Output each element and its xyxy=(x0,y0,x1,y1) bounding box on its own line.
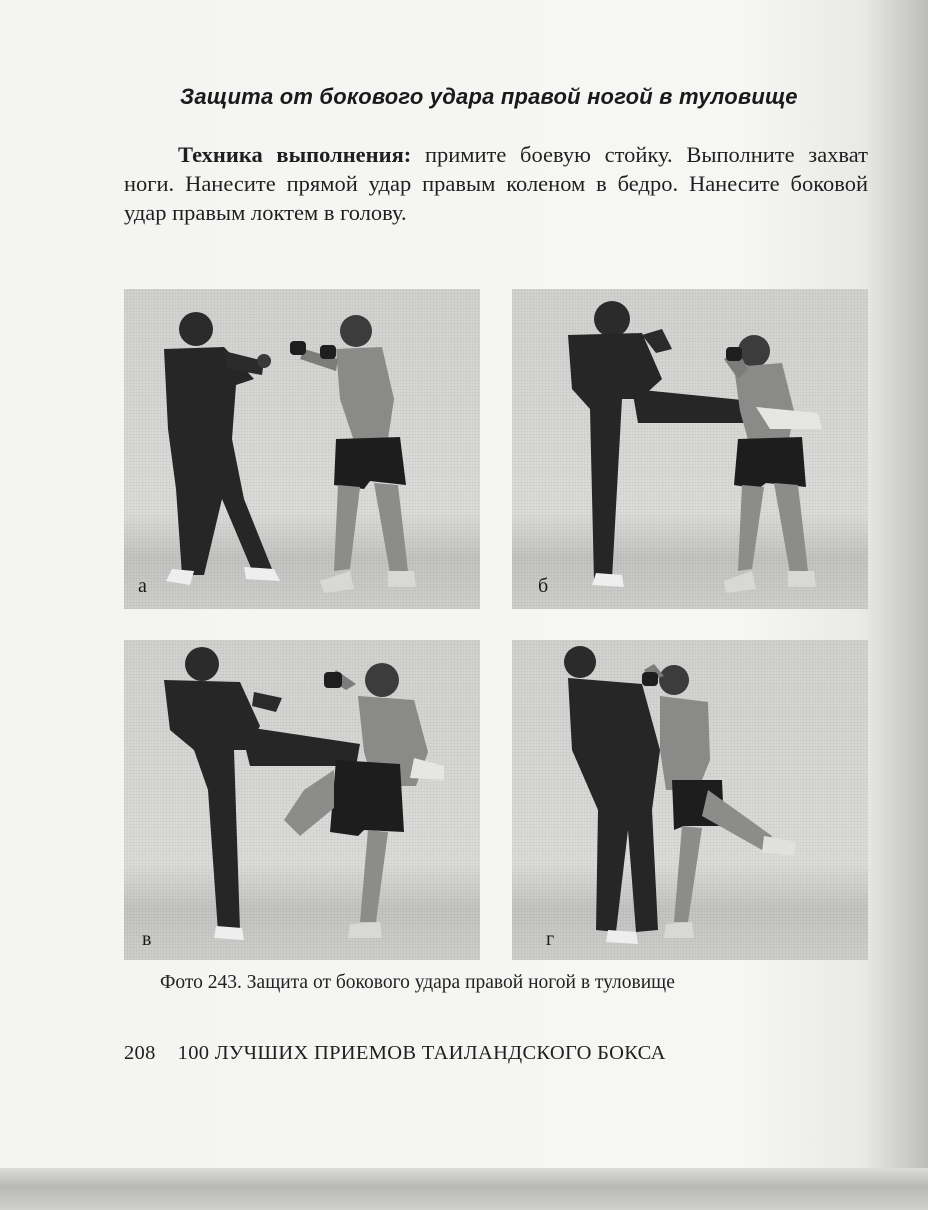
page-footer xyxy=(124,1042,824,1065)
photo-v xyxy=(124,640,480,960)
technique-label: Техника выполнения: xyxy=(178,142,412,167)
photo-g-figures xyxy=(512,640,868,960)
page-number: 208 xyxy=(124,1042,156,1064)
photo-v-label: в xyxy=(142,928,152,950)
photo-b xyxy=(512,289,868,609)
photo-a xyxy=(124,289,480,609)
book-title: 100 ЛУЧШИХ ПРИЕМОВ ТАИЛАНДСКОГО БОКСА xyxy=(177,1042,666,1064)
photo-v-figures xyxy=(124,640,480,960)
photo-caption: Фото 243. Защита от бокового удара правой ногой в туловище xyxy=(160,972,675,993)
technique-paragraph xyxy=(124,140,868,227)
photo-g-label: г xyxy=(546,928,555,950)
photo-b-label: б xyxy=(538,575,549,597)
section-heading: Защита от бокового удара правой ногой в туловище xyxy=(180,84,798,109)
technique-text: примите боевую стойку. Выполните захват ноги. Нанесите прямой удар правым коленом в бедро. Нанесите боковой удар правым локтем в голову. xyxy=(124,142,868,225)
photo-g xyxy=(512,640,868,960)
photo-a-label: а xyxy=(138,575,147,597)
page-bottom-shadow xyxy=(0,1168,928,1210)
photo-b-figures xyxy=(512,289,868,609)
photo-a-figures xyxy=(124,289,480,609)
